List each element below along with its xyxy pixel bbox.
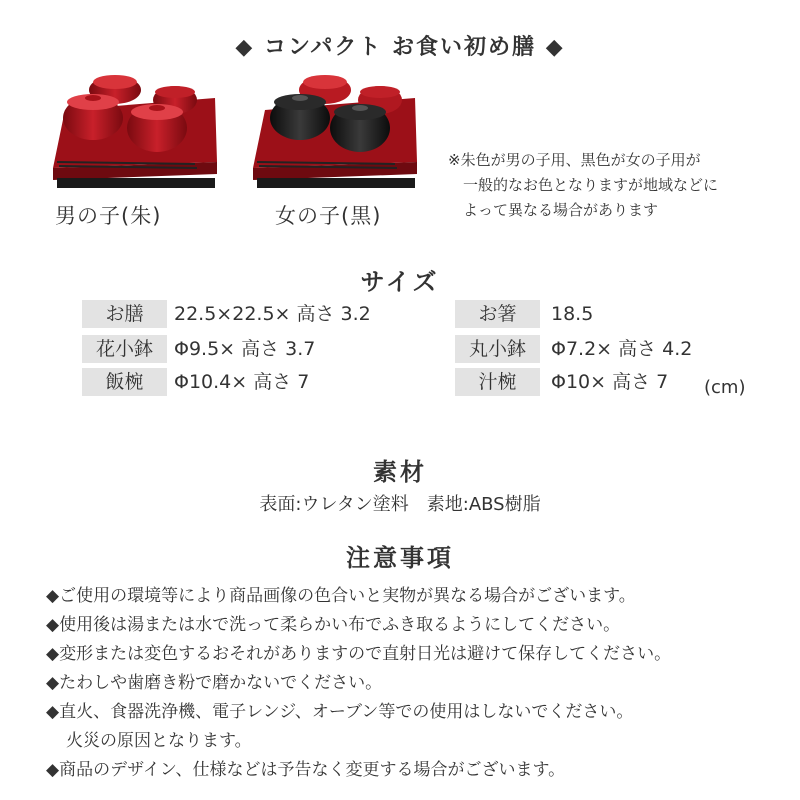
spec-label-chopsticks: お箸	[455, 300, 540, 328]
spec-label-rice-bowl: 飯椀	[82, 368, 167, 396]
red-tray-set-image	[45, 70, 225, 192]
spec-label-tray: お膳	[82, 300, 167, 328]
page-title: ◆ コンパクト お食い初め膳 ◆	[235, 35, 565, 60]
material-text: 表面:ウレタン塗料 素地:ABS樹脂	[259, 494, 541, 515]
caution-item: ◆たわしや歯磨き粉で磨かないでください。	[46, 673, 383, 693]
spec-label-round-bowl: 丸小鉢	[455, 335, 540, 363]
caution-item: ◆商品のデザイン、仕様などは予告なく変更する場合がございます。	[46, 760, 566, 780]
black-set-caption: 女の子(黒)	[275, 204, 382, 228]
color-note-line: よって異なる場合があります	[463, 201, 659, 219]
spec-value-flower-bowl: Φ9.5× 高さ 3.7	[174, 338, 316, 360]
black-tray-set-image	[245, 70, 425, 192]
size-heading: サイズ	[360, 268, 440, 296]
spec-value-round-bowl: Φ7.2× 高さ 4.2	[551, 338, 693, 360]
color-note-line: 一般的なお色となりますが地域などに	[463, 176, 719, 194]
spec-label-soup-bowl: 汁椀	[455, 368, 540, 396]
caution-heading: 注意事項	[346, 544, 454, 572]
size-unit: (cm)	[704, 377, 746, 398]
caution-item: ◆使用後は湯または水で洗って柔らかい布でふき取るようにしてください。	[46, 615, 621, 635]
color-note-line: ※朱色が男の子用、黒色が女の子用が	[448, 151, 701, 169]
spec-label-flower-bowl: 花小鉢	[82, 335, 167, 363]
caution-item: ◆直火、食器洗浄機、電子レンジ、オーブン等での使用はしないでください。	[46, 702, 634, 722]
caution-item: ◆ご使用の環境等により商品画像の色合いと実物が異なる場合がございます。	[46, 586, 636, 606]
material-heading: 素材	[373, 458, 427, 486]
spec-value-tray: 22.5×22.5× 高さ 3.2	[174, 303, 371, 325]
color-note	[448, 148, 718, 223]
spec-value-chopsticks: 18.5	[551, 303, 594, 325]
caution-list	[46, 582, 671, 785]
red-set-caption: 男の子(朱)	[55, 204, 162, 228]
spec-value-soup-bowl: Φ10× 高さ 7	[551, 371, 669, 393]
spec-value-rice-bowl: Φ10.4× 高さ 7	[174, 371, 310, 393]
caution-item-continued: 火災の原因となります。	[66, 731, 252, 751]
caution-item: ◆変形または変色するおそれがありますので直射日光は避けて保存してください。	[46, 644, 672, 664]
